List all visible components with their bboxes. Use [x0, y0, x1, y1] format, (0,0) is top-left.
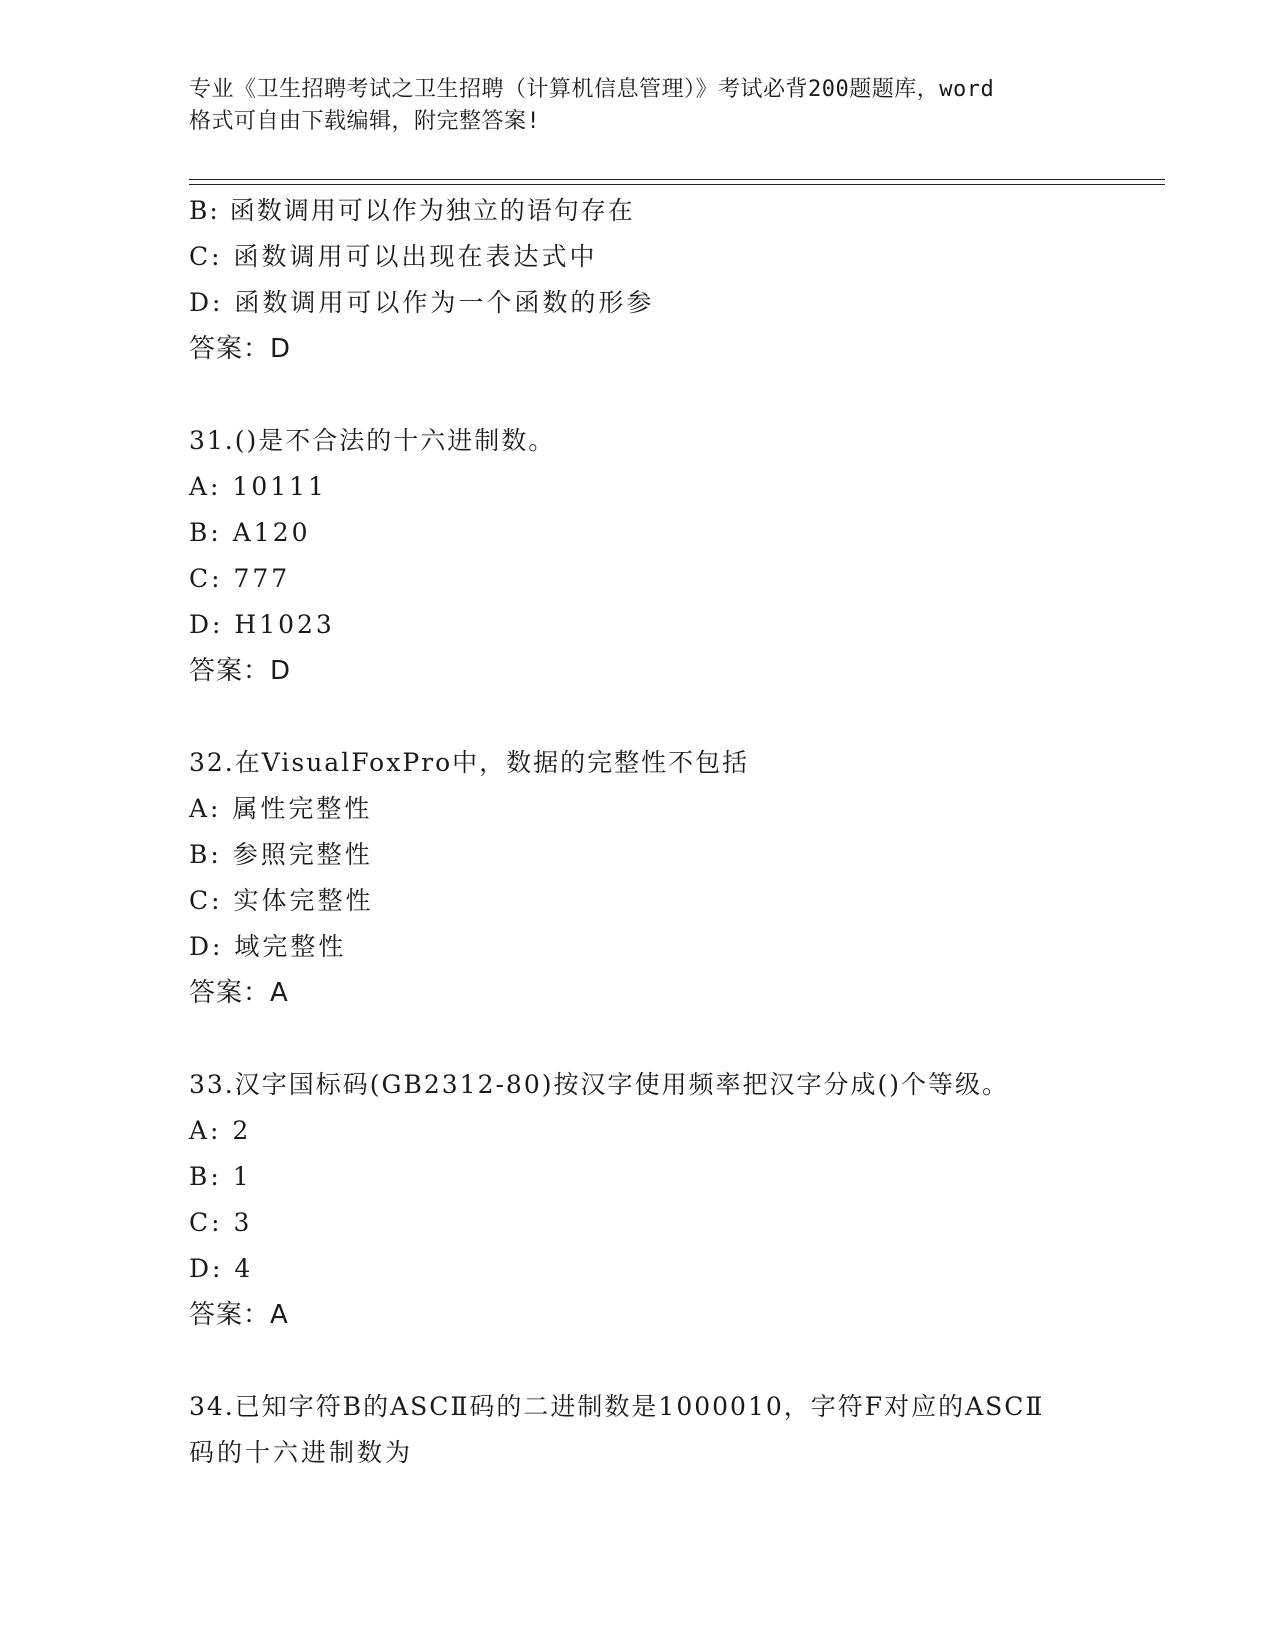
option-c: C: 函数调用可以出现在表达式中: [189, 242, 598, 271]
question-34: [189, 1384, 1149, 1476]
document-header: [189, 74, 1089, 138]
spacer: [189, 1338, 1149, 1384]
option-c: C: 3: [189, 1208, 253, 1237]
option-d: D: 4: [189, 1254, 254, 1283]
answer: 答案：D: [189, 334, 292, 364]
option-a: A: 属性完整性: [189, 794, 373, 823]
question-32: [189, 740, 1149, 1016]
header-divider: [189, 179, 1165, 185]
question-33: [189, 1062, 1149, 1338]
question-stem-line-1: 34.已知字符B的ASCⅡ码的二进制数是1000010，字符F对应的ASCⅡ: [189, 1392, 1045, 1421]
answer: 答案：D: [189, 656, 292, 686]
question-stem-line-2: 码的十六进制数为: [189, 1438, 414, 1467]
option-a: A: 2: [189, 1116, 252, 1145]
option-b: B: A120: [189, 518, 311, 547]
answer: 答案：A: [189, 1300, 289, 1330]
option-d: D: 域完整性: [189, 932, 347, 961]
option-c: C: 777: [189, 564, 291, 593]
header-title-line-1: 专业《卫生招聘考试之卫生招聘（计算机信息管理）》考试必背200题题库，word: [189, 77, 995, 102]
question-stem: 32.在VisualFoxPro中，数据的完整性不包括: [189, 748, 750, 777]
document-body: [189, 188, 1149, 1476]
option-b: B: 1: [189, 1162, 252, 1191]
header-title-line-2: 格式可自由下载编辑，附完整答案!: [189, 109, 541, 134]
question-stem: 31.()是不合法的十六进制数。: [189, 426, 556, 455]
question-stem: 33.汉字国标码(GB2312-80)按汉字使用频率把汉字分成()个等级。: [189, 1070, 1009, 1099]
option-a: A: 10111: [189, 472, 327, 501]
option-c: C: 实体完整性: [189, 886, 374, 915]
option-d: D: 函数调用可以作为一个函数的形参: [189, 288, 655, 317]
spacer: [189, 1016, 1149, 1062]
question-31: [189, 418, 1149, 694]
question-30-continued: [189, 188, 1149, 372]
answer: 答案：A: [189, 978, 289, 1008]
option-b: B: 函数调用可以作为独立的语句存在: [189, 196, 635, 225]
option-b: B: 参照完整性: [189, 840, 373, 869]
spacer: [189, 372, 1149, 418]
option-d: D: H1023: [189, 610, 335, 639]
spacer: [189, 694, 1149, 740]
